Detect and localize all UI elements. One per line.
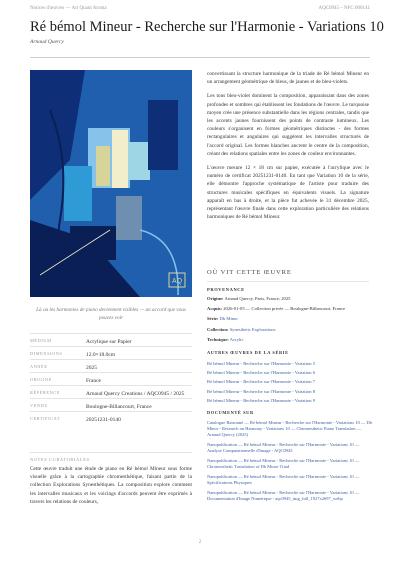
spec-key: DIMENSIONS [30,347,86,360]
description-paragraph: convertissant la structure harmonique de la triade de Ré bémol Mineur en un arrangement géométrique de bleus, de jaunes et de bleu-violets. [207,71,369,86]
series-link[interactable]: Db Minor [219,316,238,322]
spec-row [30,347,192,360]
page-number: 2 [198,540,202,545]
spec-row [30,360,192,373]
spec-row [30,373,192,386]
provenance-value: 2026-01-05 — Collection privée — Boulogne-Billancourt, France [223,306,346,312]
page-header [30,6,370,16]
location-heading: OÙ VIT CETTE ŒUVRE [207,269,292,276]
spec-value: 20251231-0140 [86,412,192,425]
location-divider [207,281,369,282]
documented-link[interactable]: Nanopublication — Ré bémol Mineur - Recherche sur l'Harmonie - Variations 10 — Analyse Computationnelle d'Image - AQC0945 [207,442,360,454]
spec-key: ORIGINE [30,373,86,386]
documented-link[interactable]: Catalogue Raisonné — Ré bémol Mineur - Recherche sur l'Harmonie - Variations 10 — Db Minor - Research on Harmony - Variations 10 — Chromesthetic Piano Translation — Arnaud Quercy (2025) [207,420,372,438]
documented-link[interactable]: Nanopublication — Ré bémol Mineur - Recherche sur l'Harmonie - Variations 10 — Documentation d'Image Numérique - aqc0945_img_full_1927x2697_webp [207,490,360,502]
reference-code: AQC0945 – NFC 000141 [318,6,370,11]
artwork-image [30,70,192,297]
collection-link[interactable]: Synesthetic Explorations [229,326,276,332]
provenance-label: Origine: [207,296,224,301]
artwork-caption: Là où les harmonies de piano deviennent visibles — un accord que vous pouvez voir [36,307,186,321]
notes-text: Cette œuvre traduit une étude de piano en Ré bémol Mineur sous forme visuelle grâce à la cartographie chromesthétique, faisant partie de la collection Explorations Synesthétiques. La composition explore comment les intervalles musicaux et les voicings d'accords peuvent être exprimés à travers les relations de couleurs, [30,466,192,505]
technique-link[interactable]: Acrylic [229,336,244,342]
series-works-heading: AUTRES ŒUVRES DE LA SÉRIE [207,350,289,355]
art-deep-block-right [148,100,178,170]
spec-value: 2025 [86,360,192,373]
artist-name: Arnaud Quercy [30,39,64,45]
series-works-list [207,361,369,407]
title-divider [30,57,370,58]
provenance-item [207,337,369,343]
documented-heading: DOCUMENTÉ SUR [207,410,254,415]
description-paragraph: Les tons bleu-violet dominent la composition, apparaissant dans des zones profondes et sombres qui établissent les fondations de l'œuvre. Le turquoise moyen crée une présence substantielle dans les régions centrales, tandis que les accents jaunes fournissent des points de contraste lumineux. Les couleurs s'organisent en formes géométriques distinctes - des formes rectangulaires et angulaires qui suggèrent les intervalles structurés de l'accord original. Les formes blanches ancrent le centre de la composition, créant des relations spatiales entre les zones de couleur environnantes. [207,93,369,157]
spec-value: Acrylique sur Papier [86,334,192,347]
provenance-item [207,306,369,312]
provenance-item [207,316,369,322]
provenance-value: Arnaud Quercy, Paris, France, 2025 [224,296,291,301]
provenance-item [207,296,369,302]
art-grey-blue-block [116,196,142,240]
art-navy-mid [70,226,116,260]
spec-key: CERTIFICAT [30,412,86,425]
description-paragraph: L'œuvre mesure 12 × 18 cm sur papier, exécutée à l'acrylique avec le numéro de certificat 20251231-0140. En tant que Variation 10 de la série, elle démontre l'approche systématique de l'artiste pour traduire des structures musicales spécifiques en équivalents visuels. La signature apparaît en bas à droite, et la pièce fut achevée le 31 décembre 2025, représentant l'œuvre finale dans cette exploration particulière des relations harmoniques de Ré bémol Mineur. [207,165,369,221]
documented-link[interactable]: Nanopublication — Ré bémol Mineur - Recherche sur l'Harmonie - Variations 10 — Spécifications Physiques [207,474,360,486]
series-work-link[interactable]: Ré bémol Mineur - Recherche sur l'Harmonie - Variation 8 [207,388,316,394]
provenance-list [207,296,369,347]
series-work-link[interactable]: Ré bémol Mineur - Recherche sur l'Harmonie - Variation 6 [207,370,316,376]
documented-list [207,420,372,506]
series-work-link[interactable]: Ré bémol Mineur - Recherche sur l'Harmonie - Variation 9 [207,397,316,403]
breadcrumb: Notices d'œuvres — Art Quant Aroma [30,6,107,11]
series-work-link[interactable]: Ré bémol Mineur - Recherche sur l'Harmonie - Variation 5 [207,361,316,366]
provenance-heading: PROVENANCE [207,287,245,292]
spec-value: Boulogne-Billancourt, France [86,399,192,412]
art-pale-aqua-block [128,142,150,180]
spec-key: VENDU [30,399,86,412]
notes-heading: NOTES CURATORIALES [30,452,192,462]
spec-key: MÉDIUM [30,334,86,347]
provenance-item [207,327,369,333]
art-cream-block-2 [96,146,110,186]
specs-table [30,333,192,424]
provenance-label: Collection: [207,326,229,332]
spec-row [30,334,192,347]
spec-key: RÉFÉRENCE [30,386,86,399]
description-column [207,70,369,227]
provenance-label: Acquis: [207,306,223,312]
page-title: Ré bémol Mineur - Recherche sur l'Harmonie - Variations 10 [30,19,384,35]
artwork-painting [30,70,192,297]
spec-value: 12.0×18.0cm [86,347,192,360]
spec-key: ANNÉE [30,360,86,373]
art-turquoise-block [64,166,92,221]
art-monogram: AQ [171,278,183,285]
spec-row [30,386,192,399]
art-cream-block-1 [112,130,128,188]
provenance-label: Technique: [207,336,229,342]
documented-link[interactable]: Nanopublication — Ré bémol Mineur - Recherche sur l'Harmonie - Variations 10 — Chromesthetic Translation of Db Minor Triad [207,458,360,470]
series-work-link[interactable]: Ré bémol Mineur - Recherche sur l'Harmonie - Variation 7 [207,379,316,385]
spec-value: Arnaud Quercy Creations / AQC0945 / 2025 [86,386,192,399]
spec-row [30,412,192,425]
provenance-label: Série: [207,316,219,322]
spec-row [30,399,192,412]
spec-value: France [86,373,192,386]
